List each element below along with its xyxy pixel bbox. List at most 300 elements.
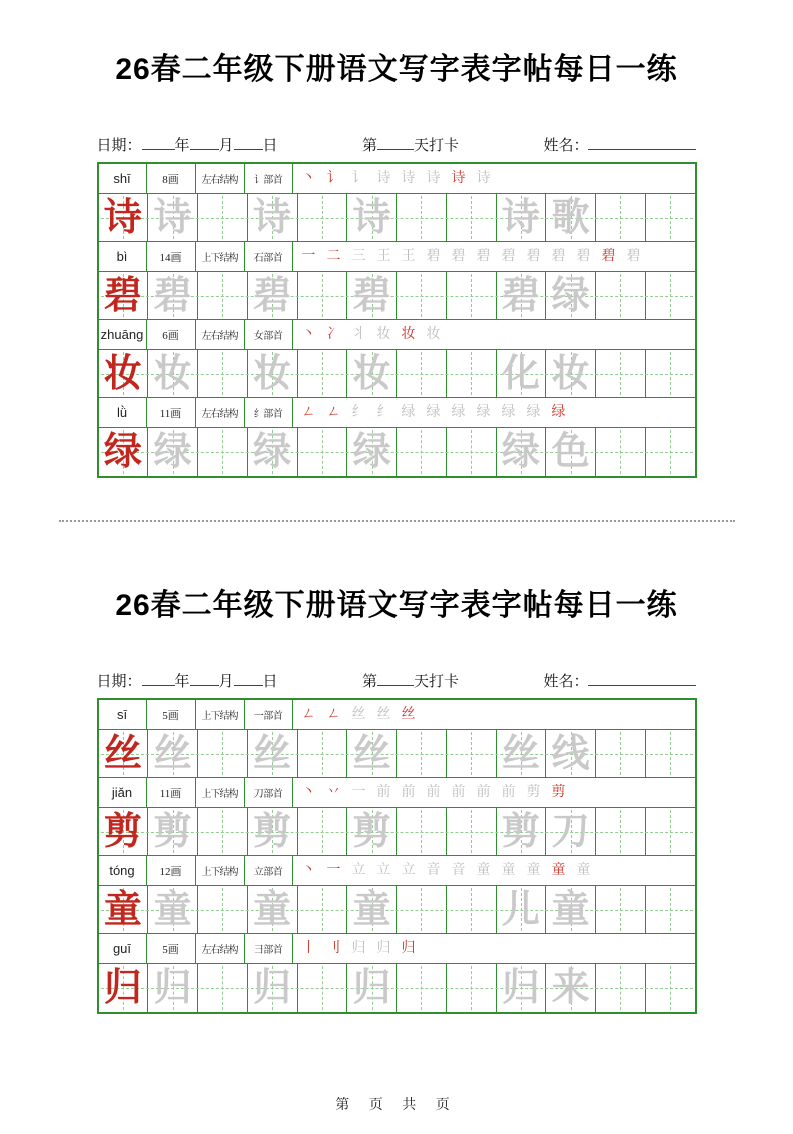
word-char: 绿 [551, 274, 590, 317]
stroke-step: 童 [526, 862, 541, 878]
word-char: 色 [551, 431, 590, 473]
stroke-step: 一 [326, 862, 341, 878]
practice-cell[interactable] [397, 964, 447, 1012]
practice-cell[interactable] [198, 730, 248, 777]
practice-cell[interactable] [99, 194, 149, 241]
stroke-step: 前 [401, 784, 416, 800]
pinyin-cell: tóng [99, 856, 147, 885]
practice-cell[interactable] [596, 350, 646, 397]
character-block [99, 778, 695, 856]
word-char: 歌 [551, 196, 590, 239]
stroke-order-diagram [293, 320, 695, 349]
practice-cell[interactable] [198, 350, 248, 397]
practice-cell[interactable] [497, 272, 547, 319]
structure-cell: 上下结构 [196, 242, 245, 271]
stroke-step: 剪 [526, 784, 541, 800]
practice-cell[interactable] [298, 808, 348, 855]
stroke-step: 绿 [401, 404, 416, 420]
stroke-step: 碧 [601, 248, 616, 264]
pinyin-cell: bì [99, 242, 147, 271]
checkin-prefix: 第 [362, 138, 378, 154]
practice-cell[interactable] [248, 886, 298, 933]
practice-cell[interactable] [447, 808, 497, 855]
word-char: 来 [551, 967, 590, 1009]
word-char: 化 [501, 352, 540, 395]
stroke-step: ㄥ [301, 404, 316, 420]
practice-cell[interactable] [99, 730, 149, 777]
practice-cell[interactable] [646, 730, 695, 777]
stroke-step: 诗 [451, 170, 466, 186]
practice-cell[interactable] [497, 808, 547, 855]
practice-char-trace: 绿 [352, 431, 391, 473]
practice-cell[interactable] [198, 272, 248, 319]
stroke-order-diagram [293, 164, 695, 193]
practice-char-trace: 丝 [352, 732, 391, 775]
stroke-step: 丨 [301, 940, 316, 956]
stroke-step: 诗 [376, 170, 391, 186]
stroke-step: 丬 [351, 326, 366, 342]
info-row [99, 934, 695, 964]
practice-row [99, 350, 695, 398]
practice-char-trace: 童 [253, 888, 292, 931]
practice-grid [97, 162, 697, 478]
practice-cell[interactable] [596, 272, 646, 319]
practice-char-red: 丝 [103, 732, 142, 775]
practice-cell[interactable] [646, 808, 695, 855]
meta-line [97, 670, 697, 691]
stroke-step: 诗 [401, 170, 416, 186]
practice-char-trace: 剪 [253, 810, 292, 853]
practice-cell[interactable] [646, 964, 695, 1012]
stroke-step: 诗 [476, 170, 491, 186]
practice-cell[interactable] [298, 272, 348, 319]
practice-cell[interactable] [646, 194, 695, 241]
practice-cell[interactable] [148, 194, 198, 241]
practice-cell[interactable] [646, 428, 695, 476]
practice-char-trace: 童 [153, 888, 192, 931]
practice-cell[interactable] [198, 886, 248, 933]
practice-char-trace: 妆 [352, 352, 391, 395]
practice-cell[interactable] [447, 350, 497, 397]
day-blank[interactable] [234, 135, 263, 150]
word-char: 碧 [501, 274, 540, 317]
stroke-order-diagram [293, 934, 695, 963]
info-row [99, 700, 695, 730]
practice-cell[interactable] [397, 194, 447, 241]
practice-cell[interactable] [347, 964, 397, 1012]
stroke-step: 童 [476, 862, 491, 878]
practice-cell[interactable] [646, 886, 695, 933]
practice-cell[interactable] [497, 886, 547, 933]
practice-cell[interactable] [397, 730, 447, 777]
stroke-step: 音 [426, 862, 441, 878]
practice-cell[interactable] [447, 964, 497, 1012]
practice-cell[interactable] [347, 808, 397, 855]
pinyin-cell: guī [99, 934, 147, 963]
structure-cell: 左右结构 [196, 164, 245, 193]
pinyin-cell: lǜ [99, 398, 147, 427]
stroke-step: 前 [501, 784, 516, 800]
name-blank[interactable] [588, 671, 696, 686]
section-divider [59, 520, 735, 522]
stroke-step: 前 [476, 784, 491, 800]
stroke-step: 绿 [451, 404, 466, 420]
stroke-step: 丶 [301, 862, 316, 878]
day-label: 日 [262, 138, 278, 154]
radical-cell: 女部首 [245, 320, 293, 349]
practice-cell[interactable] [447, 428, 497, 476]
stroke-step: 丶 [301, 170, 316, 186]
practice-cell[interactable] [148, 272, 198, 319]
practice-char-red: 剪 [103, 810, 142, 853]
year-blank[interactable] [142, 671, 175, 686]
radical-cell: 一部首 [245, 700, 293, 729]
radical-cell: 立部首 [245, 856, 293, 885]
practice-cell[interactable] [546, 808, 596, 855]
practice-cell[interactable] [248, 272, 298, 319]
stroke-step: ㄥ [301, 706, 316, 722]
practice-cell[interactable] [546, 886, 596, 933]
practice-char-trace: 丝 [153, 732, 192, 775]
name-label: 姓名： [543, 674, 589, 690]
practice-cell[interactable] [347, 272, 397, 319]
character-block [99, 700, 695, 778]
word-char: 绿 [501, 431, 540, 473]
stroke-step: ㄥ [326, 404, 341, 420]
stroke-step: 讠 [351, 170, 366, 186]
page-title: 26春二年级下册语文写字表字帖每日一练 [115, 53, 678, 86]
practice-cell[interactable] [148, 350, 198, 397]
stroke-step: 立 [376, 862, 391, 878]
radical-cell: 彐部首 [245, 934, 293, 963]
stroke-step: 碧 [576, 248, 591, 264]
practice-row [99, 272, 695, 320]
stroke-step: 前 [426, 784, 441, 800]
date-label: 日期： [96, 674, 142, 690]
stroke-step: 归 [376, 940, 391, 956]
stroke-count-cell: 14画 [147, 242, 196, 271]
stroke-step: 前 [376, 784, 391, 800]
structure-cell: 左右结构 [196, 398, 245, 427]
practice-cell[interactable] [397, 350, 447, 397]
stroke-step: 妆 [426, 326, 441, 342]
checkin-field [362, 670, 459, 691]
stroke-step: 绿 [476, 404, 491, 420]
word-char: 线 [551, 732, 590, 775]
stroke-step: 一 [351, 784, 366, 800]
stroke-step: 丝 [401, 706, 416, 722]
stroke-step: 一 [301, 248, 316, 264]
practice-cell[interactable] [596, 964, 646, 1012]
practice-char-red: 绿 [103, 431, 142, 473]
stroke-step: 碧 [476, 248, 491, 264]
worksheet-section-1 [97, 44, 697, 478]
page-footer: 第 页 共 页 [335, 1098, 458, 1113]
year-label: 年 [174, 674, 190, 690]
stroke-step: 碧 [451, 248, 466, 264]
practice-cell[interactable] [148, 886, 198, 933]
practice-cell[interactable] [298, 428, 348, 476]
info-row [99, 320, 695, 350]
stroke-step: 王 [401, 248, 416, 264]
practice-cell[interactable] [99, 964, 149, 1012]
practice-cell[interactable] [248, 808, 298, 855]
stroke-order-diagram [293, 700, 695, 729]
practice-grid [97, 698, 697, 1014]
practice-cell[interactable] [497, 194, 547, 241]
structure-cell: 左右结构 [196, 320, 245, 349]
date-field [97, 670, 278, 691]
stroke-count-cell: 8画 [147, 164, 196, 193]
stroke-step: ㄥ [326, 706, 341, 722]
practice-row [99, 730, 695, 778]
word-char: 诗 [501, 196, 540, 239]
practice-char-red: 碧 [103, 274, 142, 317]
stroke-step: 归 [351, 940, 366, 956]
practice-cell[interactable] [347, 886, 397, 933]
practice-cell[interactable] [99, 428, 149, 476]
practice-cell[interactable] [248, 350, 298, 397]
word-char: 剪 [501, 810, 540, 853]
checkin-prefix: 第 [362, 674, 378, 690]
radical-cell: 纟部首 [245, 398, 293, 427]
stroke-step: 童 [551, 862, 566, 878]
structure-cell: 上下结构 [196, 778, 245, 807]
practice-cell[interactable] [298, 964, 348, 1012]
stroke-step: 立 [351, 862, 366, 878]
practice-cell[interactable] [596, 886, 646, 933]
worksheet-section-2 [97, 580, 697, 1014]
stroke-step: 妆 [401, 326, 416, 342]
practice-cell[interactable] [596, 428, 646, 476]
name-blank[interactable] [588, 135, 696, 150]
practice-char-red: 诗 [103, 196, 142, 239]
page-title: 26春二年级下册语文写字表字帖每日一练 [115, 589, 678, 622]
practice-cell[interactable] [148, 730, 198, 777]
practice-cell[interactable] [248, 428, 298, 476]
stroke-step: 丝 [351, 706, 366, 722]
practice-char-trace: 妆 [153, 352, 192, 395]
pinyin-cell: zhuāng [99, 320, 147, 349]
word-char: 儿 [501, 888, 540, 931]
practice-char-trace: 丝 [253, 732, 292, 775]
practice-cell[interactable] [447, 886, 497, 933]
date-field [97, 134, 278, 155]
stroke-count-cell: 11画 [147, 398, 196, 427]
practice-cell[interactable] [447, 730, 497, 777]
practice-char-trace: 碧 [153, 274, 192, 317]
practice-cell[interactable] [99, 808, 149, 855]
stroke-step: 丷 [326, 784, 341, 800]
stroke-step: 碧 [526, 248, 541, 264]
practice-row [99, 428, 695, 476]
practice-char-trace: 绿 [253, 431, 292, 473]
practice-char-red: 童 [103, 888, 142, 931]
stroke-step: 绿 [501, 404, 516, 420]
stroke-step: 碧 [501, 248, 516, 264]
practice-cell[interactable] [497, 350, 547, 397]
stroke-step: 诗 [426, 170, 441, 186]
practice-cell[interactable] [646, 350, 695, 397]
practice-char-trace: 归 [352, 967, 391, 1009]
stroke-step: 二 [326, 248, 341, 264]
pinyin-cell: shī [99, 164, 147, 193]
practice-cell[interactable] [497, 964, 547, 1012]
practice-cell[interactable] [99, 272, 149, 319]
checkin-blank[interactable] [377, 671, 414, 686]
practice-cell[interactable] [596, 730, 646, 777]
character-block [99, 320, 695, 398]
word-char: 归 [501, 967, 540, 1009]
practice-cell[interactable] [347, 350, 397, 397]
stroke-step: 绿 [526, 404, 541, 420]
practice-cell[interactable] [596, 194, 646, 241]
pinyin-cell: sī [99, 700, 147, 729]
practice-cell[interactable] [546, 428, 596, 476]
practice-cell[interactable] [148, 808, 198, 855]
month-label: 月 [218, 674, 234, 690]
stroke-count-cell: 12画 [147, 856, 196, 885]
stroke-step: 童 [576, 862, 591, 878]
practice-cell[interactable] [198, 428, 248, 476]
practice-cell[interactable] [298, 350, 348, 397]
name-field [543, 670, 696, 691]
stroke-step: 音 [451, 862, 466, 878]
character-block [99, 856, 695, 934]
stroke-order-diagram [293, 856, 695, 885]
meta-line [97, 134, 697, 155]
word-char: 丝 [501, 732, 540, 775]
practice-cell[interactable] [298, 730, 348, 777]
practice-cell[interactable] [198, 808, 248, 855]
character-block [99, 398, 695, 476]
info-row [99, 778, 695, 808]
stroke-order-diagram [293, 398, 695, 427]
practice-cell[interactable] [347, 194, 397, 241]
stroke-count-cell: 5画 [147, 934, 196, 963]
practice-char-trace: 童 [352, 888, 391, 931]
word-char: 刀 [551, 810, 590, 853]
year-label: 年 [174, 138, 190, 154]
practice-char-trace: 碧 [352, 274, 391, 317]
practice-cell[interactable] [546, 194, 596, 241]
stroke-count-cell: 5画 [147, 700, 196, 729]
practice-cell[interactable] [447, 272, 497, 319]
day-label: 日 [262, 674, 278, 690]
practice-cell[interactable] [497, 428, 547, 476]
practice-row [99, 808, 695, 856]
radical-cell: 讠部首 [245, 164, 293, 193]
practice-cell[interactable] [99, 886, 149, 933]
stroke-step: 纟 [351, 404, 366, 420]
stroke-step: 童 [501, 862, 516, 878]
practice-cell[interactable] [198, 964, 248, 1012]
stroke-step: 剪 [551, 784, 566, 800]
practice-row [99, 886, 695, 934]
practice-char-trace: 妆 [253, 352, 292, 395]
checkin-suffix: 天打卡 [414, 674, 460, 690]
practice-cell[interactable] [198, 194, 248, 241]
practice-cell[interactable] [646, 272, 695, 319]
character-block [99, 934, 695, 1012]
practice-cell[interactable] [298, 194, 348, 241]
stroke-step: 归 [401, 940, 416, 956]
practice-cell[interactable] [397, 808, 447, 855]
practice-cell[interactable] [347, 730, 397, 777]
practice-char-trace: 归 [153, 967, 192, 1009]
practice-cell[interactable] [347, 428, 397, 476]
practice-char-trace: 剪 [352, 810, 391, 853]
character-block [99, 164, 695, 242]
practice-cell[interactable] [397, 272, 447, 319]
day-blank[interactable] [234, 671, 263, 686]
structure-cell: 上下结构 [196, 856, 245, 885]
stroke-step: 王 [376, 248, 391, 264]
stroke-step: 碧 [426, 248, 441, 264]
structure-cell: 上下结构 [196, 700, 245, 729]
practice-cell[interactable] [298, 886, 348, 933]
structure-cell: 左右结构 [196, 934, 245, 963]
word-char: 妆 [551, 352, 590, 395]
practice-row [99, 964, 695, 1012]
checkin-suffix: 天打卡 [414, 138, 460, 154]
practice-cell[interactable] [546, 272, 596, 319]
practice-cell[interactable] [248, 194, 298, 241]
practice-cell[interactable] [447, 194, 497, 241]
practice-cell[interactable] [596, 808, 646, 855]
practice-char-trace: 诗 [253, 196, 292, 239]
practice-cell[interactable] [99, 350, 149, 397]
practice-cell[interactable] [546, 964, 596, 1012]
stroke-order-diagram [293, 778, 695, 807]
pinyin-cell: jiǎn [99, 778, 147, 807]
practice-cell[interactable] [248, 964, 298, 1012]
stroke-count-cell: 11画 [147, 778, 196, 807]
year-blank[interactable] [142, 135, 175, 150]
stroke-step: 冫 [326, 326, 341, 342]
practice-cell[interactable] [248, 730, 298, 777]
stroke-count-cell: 6画 [147, 320, 196, 349]
info-row [99, 856, 695, 886]
practice-cell[interactable] [546, 350, 596, 397]
stroke-order-diagram [293, 242, 695, 271]
stroke-step: 纟 [376, 404, 391, 420]
practice-cell[interactable] [148, 964, 198, 1012]
practice-cell[interactable] [546, 730, 596, 777]
practice-cell[interactable] [148, 428, 198, 476]
practice-cell[interactable] [497, 730, 547, 777]
stroke-step: 立 [401, 862, 416, 878]
month-blank[interactable] [190, 671, 219, 686]
practice-char-red: 妆 [103, 352, 142, 395]
practice-char-trace: 诗 [153, 196, 192, 239]
info-row [99, 398, 695, 428]
stroke-step: 妆 [376, 326, 391, 342]
practice-char-trace: 诗 [352, 196, 391, 239]
month-blank[interactable] [190, 135, 219, 150]
checkin-blank[interactable] [377, 135, 414, 150]
practice-char-trace: 碧 [253, 274, 292, 317]
info-row [99, 242, 695, 272]
character-block [99, 242, 695, 320]
stroke-step: 刂 [326, 940, 341, 956]
stroke-step: 碧 [626, 248, 641, 264]
practice-cell[interactable] [397, 886, 447, 933]
radical-cell: 石部首 [245, 242, 293, 271]
practice-cell[interactable] [397, 428, 447, 476]
stroke-step: 前 [451, 784, 466, 800]
stroke-step: 绿 [551, 404, 566, 420]
